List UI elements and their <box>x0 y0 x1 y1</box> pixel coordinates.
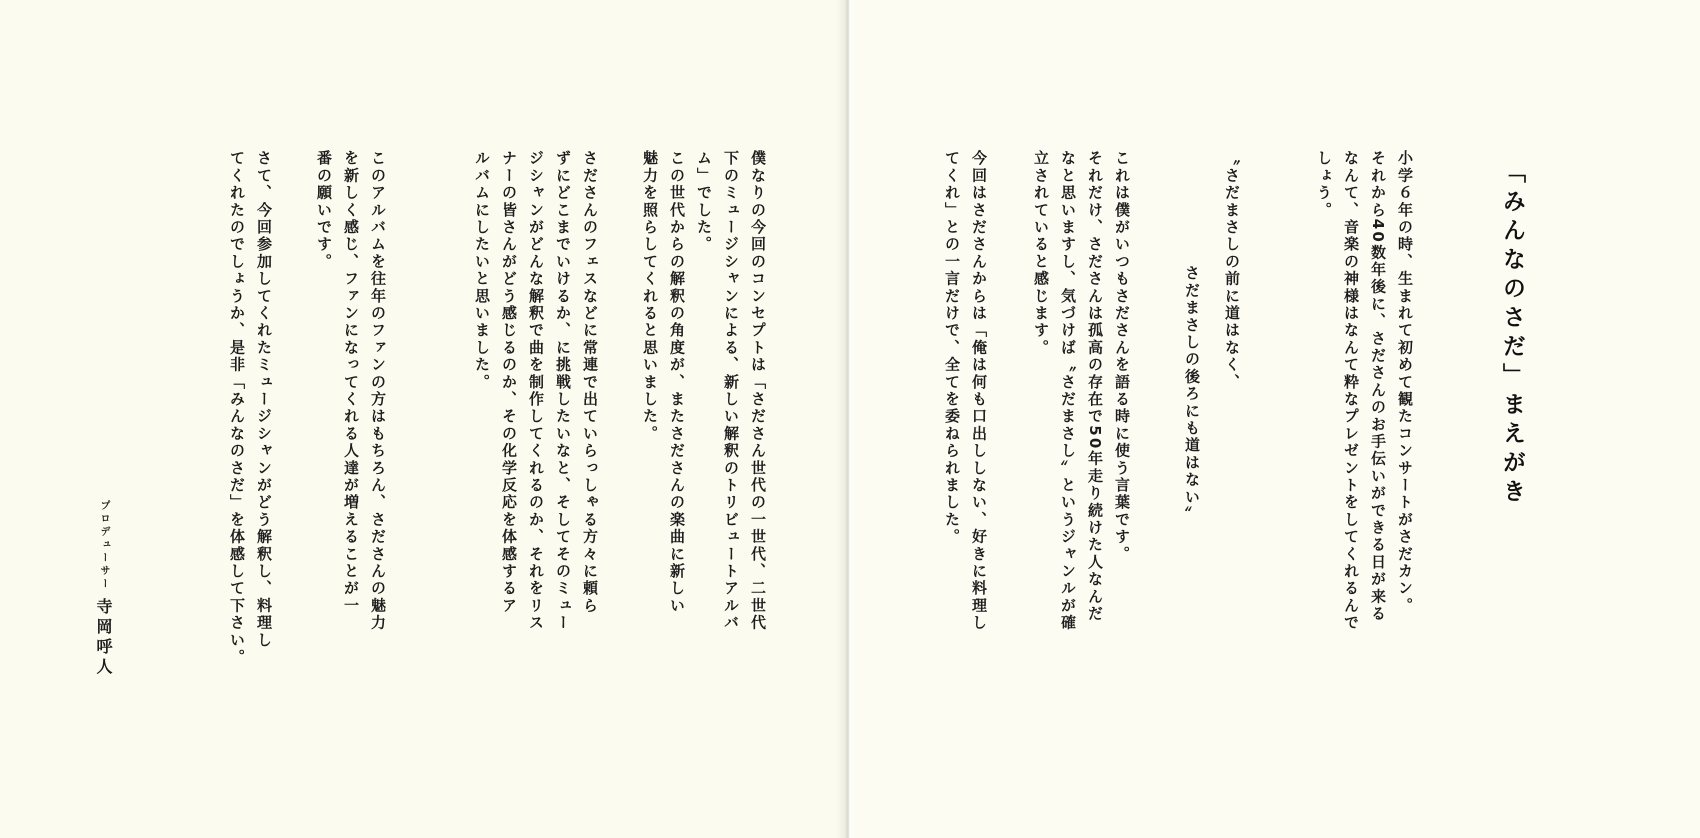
text-column: ジシャンがどんな解釈で曲を制作してくれるのか、それをリス <box>527 150 545 632</box>
text-column: ナーの皆さんがどう感じるのか、その化学反応を体感するア <box>500 150 518 615</box>
text-column: それだけ、さださんは孤高の存在で50年走り続けた人なんだ <box>1086 150 1104 623</box>
text-column: を新しく感じ、ファンになってくれる人達が増えることが一 <box>342 150 360 615</box>
text-column: 立されていると感じます。 <box>1032 150 1050 357</box>
text-column: 下のミュージシャンによる、新しい解釈のトリビュートアルバ <box>722 150 740 632</box>
text-column: なと思いますし、気づけば〝さだまさし〟というジャンルが確 <box>1059 150 1077 632</box>
text-column: さださんのフェスなどに常連で出ていらっしゃる方々に頼ら <box>581 150 599 615</box>
credit-role: プロデューサー <box>98 500 109 591</box>
text-column: てくれ」との一言だけで、全てを委ねられました。 <box>943 150 961 546</box>
quote-line: 〝さだまさしの前に道はなく、 <box>1223 150 1241 391</box>
book-gutter <box>836 0 858 838</box>
text-column: それから40数年後に、さださんのお手伝いができる日が来る <box>1369 150 1387 623</box>
text-column: ルバムにしたいと思いました。 <box>473 150 491 391</box>
text-column: この世代からの解釈の角度が、またさださんの楽曲に新しい <box>668 150 686 615</box>
text-column: さて、今回参加してくれたミュージシャンがどう解釈し、料理し <box>255 150 273 649</box>
left-page <box>0 0 848 838</box>
text-column: しょう。 <box>1315 150 1333 219</box>
text-column: なんて、音楽の神様はなんて粋なプレゼントをしてくれるんで <box>1342 150 1360 632</box>
text-column: このアルバムを往年のファンの方はもちろん、さださんの魅力 <box>369 150 387 632</box>
text-column: 小学６年の時、生まれて初めて観たコンサートがさだカン。 <box>1396 150 1414 615</box>
right-page <box>848 0 1700 838</box>
text-column: ずにどこまでいけるか、に挑戦したいなと、そしてそのミュー <box>554 150 572 632</box>
credit-name: 寺岡呼人 <box>94 598 113 678</box>
text-column: 魅力を照らしてくれると思いました。 <box>641 150 659 443</box>
text-column: これは僕がいつもさださんを語る時に使う言葉です。 <box>1113 150 1131 563</box>
text-column: てくれたのでしょうか、是非「みんなのさだ」を体感して下さい。 <box>228 150 246 666</box>
text-column: 今回はさださんからは「俺は何も口出ししない、好きに料理し <box>970 150 988 632</box>
text-column: 番の願いです。 <box>315 150 333 271</box>
page-title: 「みんなのさだ」まえがき <box>1499 160 1525 508</box>
quote-line: さだまさしの後ろにも道はない〟 <box>1183 265 1201 523</box>
text-column: 僕なりの今回のコンセプトは「さださん世代の一世代、二世代 <box>749 150 767 632</box>
text-column: ム」でした。 <box>695 150 713 254</box>
